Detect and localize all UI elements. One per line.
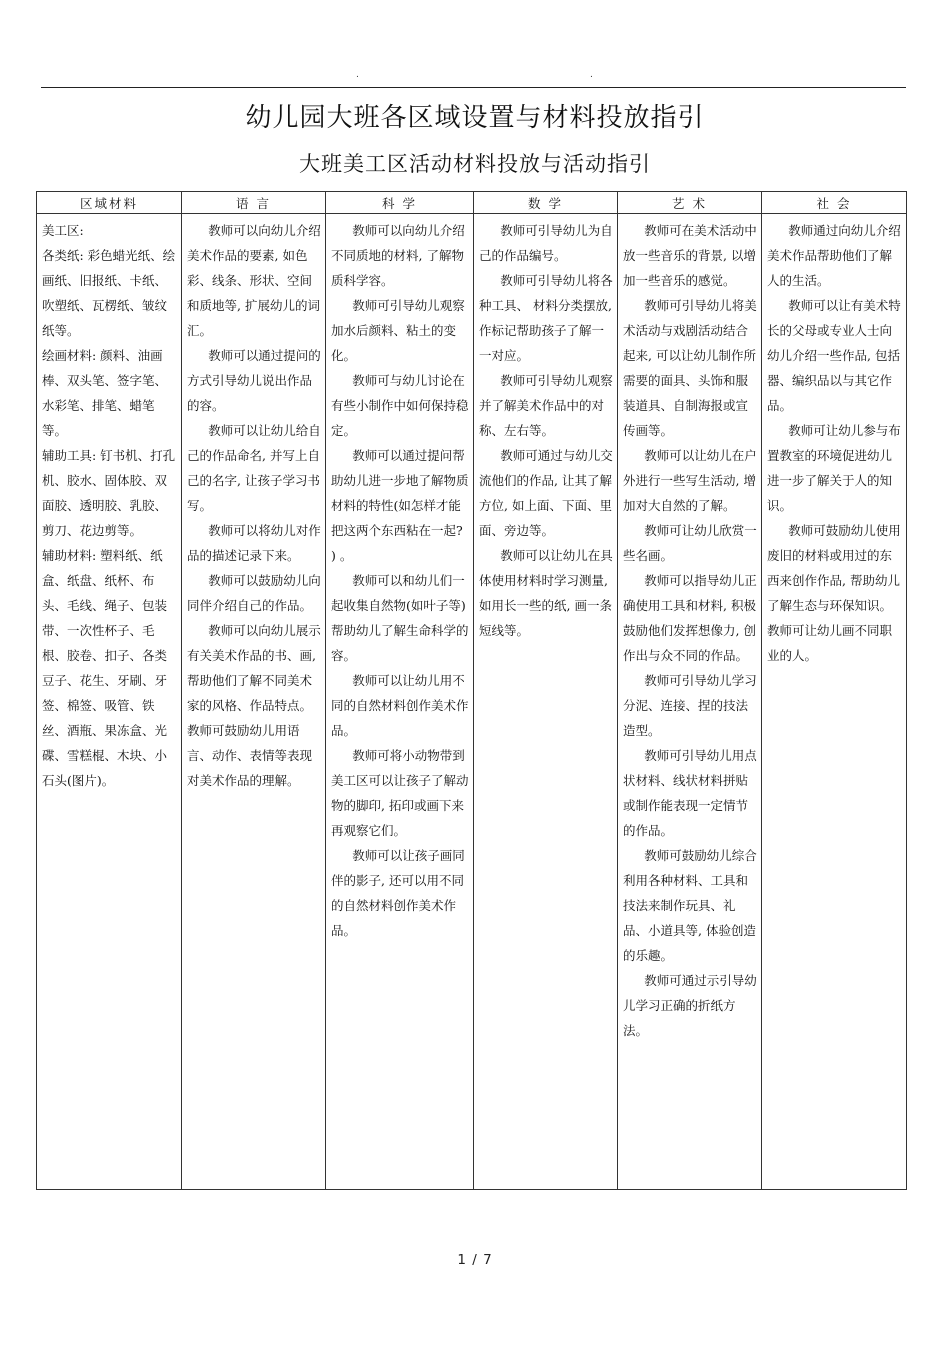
cell-paragraph: 教师可以向幼儿介绍不同质地的材料, 了解物质科学容。: [331, 223, 465, 288]
header-art: 艺 术: [618, 192, 762, 214]
header-language: 语 言: [182, 192, 326, 214]
cell-paragraph: 辅助工具: 钉书机、打孔机、胶水、固体胶、双面胶、透明胶、乳胶、剪刀、花边剪等。: [42, 448, 176, 538]
header-science: 科 学: [326, 192, 474, 214]
cell-paragraph: 教师可引导幼儿观察加水后颜料、粘土的变化。: [331, 298, 465, 363]
cell-paragraph: 教师可鼓励幼儿使用废旧的材料或用过的东西来创作作品, 帮助幼儿了解生态与环保知识。: [767, 523, 901, 613]
cell-paragraph: 教师可以让幼儿用不同的自然材料创作美术作品。: [331, 673, 469, 738]
cell-paragraph: 教师可通过示引导幼儿学习正确的折纸方法。: [623, 973, 757, 1038]
header-materials: 区域材料: [37, 192, 182, 214]
cell-paragraph: 教师可以鼓励幼儿向同伴介绍自己的作品。: [187, 573, 321, 613]
table-row: [37, 214, 907, 1190]
cell-paragraph: 教师可以向幼儿介绍美术作品的要素, 如色彩、线条、形状、空间和质地等, 扩展幼儿的词汇。: [187, 223, 321, 338]
cell-paragraph: 教师可引导幼儿学习分泥、连接、捏的技法造型。: [623, 673, 757, 738]
cell-paragraph: 教师可通过与幼儿交流他们的作品, 让其了解方位, 如上面、下面、里面、旁边等。: [479, 448, 613, 538]
activity-table: [36, 191, 907, 1190]
cell-paragraph: 教师可鼓励幼儿综合利用各种材料、工具和技法来制作玩具、礼品、小道具等, 体验创造的乐趣。: [623, 848, 757, 963]
cell-paragraph: 教师通过向幼儿介绍美术作品帮助他们了解人的生活。: [767, 223, 901, 288]
header-dots: [0, 70, 950, 82]
cell-paragraph: 教师可引导幼儿用点状材料、线状材料拼贴或制作能表现一定情节的作品。: [623, 748, 757, 838]
cell-paragraph: 教师可以指导幼儿正确使用工具和材料, 积极鼓励他们发挥想像力, 创作出与众不同的作品。: [623, 573, 757, 663]
cell-paragraph: 辅助材料: 塑料纸、纸盒、纸盘、纸杯、布头、毛线、绳子、包装带、一次性杯子、毛根、胶卷、扣子、各类豆子、花生、牙刷、牙签、棉签、吸管、铁丝、酒瓶、果冻盒、光碟、雪糕棍、木块、小石头(图片)。: [42, 548, 168, 788]
language-cell: [182, 214, 325, 793]
document-subtitle: 大班美工区活动材料投放与活动指引: [299, 152, 651, 176]
cell-paragraph: 教师可让幼儿画不同职业的人。: [767, 623, 893, 663]
header-math: 数 学: [474, 192, 618, 214]
cell-paragraph: 教师可以通过提问帮助幼儿进一步地了解物质材料的特性(如怎样才能把这两个东西粘在一起? ) 。: [331, 448, 469, 563]
header-dot: .: [356, 70, 359, 80]
cell-paragraph: 教师可以让幼儿在户外进行一些写生活动, 增加对大自然的了解。: [623, 448, 757, 513]
cell-paragraph: 教师可将小动物带到美工区可以让孩子了解动物的脚印, 拓印或画下来再观察它们。: [331, 748, 469, 838]
cell-paragraph: 教师可以让有美术特长的父母或专业人士向幼儿介绍一些作品, 包括器、编织品以与其它作品。: [767, 298, 901, 413]
materials-cell: [37, 214, 181, 793]
cell-paragraph: 教师可以和幼儿们一起收集自然物(如叶子等)帮助幼儿了解生命科学的容。: [331, 573, 469, 663]
cell-paragraph: 教师可引导幼儿为自己的作品编号。: [479, 223, 613, 263]
cell-paragraph: 教师可引导幼儿将各种工具、 材料分类摆放, 作标记帮助孩子了解一一对应。: [479, 273, 613, 363]
cell-paragraph: 教师可以让孩子画同伴的影子, 还可以用不同的自然材料创作美术作品。: [331, 848, 465, 938]
header-rule: [41, 87, 906, 88]
science-cell: [326, 214, 473, 943]
cell-paragraph: 教师可以让幼儿给自己的作品命名, 并写上自己的名字, 让孩子学习书写。: [187, 423, 321, 513]
cell-paragraph: 教师可以向幼儿展示有关美术作品的书、画, 帮助他们了解不同美术家的风格、作品特点。: [187, 623, 321, 713]
cell-paragraph: 教师可鼓励幼儿用语言、动作、表情等表现对美术作品的理解。: [187, 723, 313, 788]
cell-paragraph: 教师可引导幼儿观察并了解美术作品中的对称、左右等。: [479, 373, 613, 438]
cell-paragraph: 教师可以让幼儿在具体使用材料时学习测量, 如用长一些的纸, 画一条短线等。: [479, 548, 613, 638]
cell-paragraph: 教师可引导幼儿将美术活动与戏剧活动结合起来, 可以让幼儿制作所需要的面具、头饰和服装道具、自制海报或宣传画等。: [623, 298, 757, 438]
table-header-row: [37, 192, 907, 214]
cell-paragraph: 美工区:: [42, 223, 84, 238]
society-cell: [762, 214, 906, 668]
cell-paragraph: 教师可与幼儿讨论在有些小制作中如何保持稳定。: [331, 373, 469, 438]
math-cell: [474, 214, 617, 643]
header-dot: .: [590, 70, 593, 80]
art-cell: [618, 214, 761, 1043]
cell-paragraph: 教师可在美术活动中放一些音乐的背景, 以增加一些音乐的感觉。: [623, 223, 757, 288]
document-title: 幼儿园大班各区域设置与材料投放指引: [245, 103, 705, 133]
page-indicator: 1 / 7: [457, 1252, 493, 1268]
cell-paragraph: 教师可让幼儿欣赏一些名画。: [623, 523, 757, 563]
cell-paragraph: 教师可以通过提问的方式引导幼儿说出作品的容。: [187, 348, 321, 413]
cell-paragraph: 各类纸: 彩色蜡光纸、绘画纸、旧报纸、卡纸、吹塑纸、瓦楞纸、皱纹纸等。: [42, 248, 176, 338]
cell-paragraph: 教师可让幼儿参与布置教室的环境促进幼儿进一步了解关于人的知识。: [767, 423, 901, 513]
cell-paragraph: 教师可以将幼儿对作品的描述记录下来。: [187, 523, 321, 563]
cell-paragraph: 绘画材料: 颜料、油画棒、双头笔、签字笔、水彩笔、排笔、蜡笔等。: [42, 348, 168, 438]
header-society: 社 会: [762, 192, 907, 214]
